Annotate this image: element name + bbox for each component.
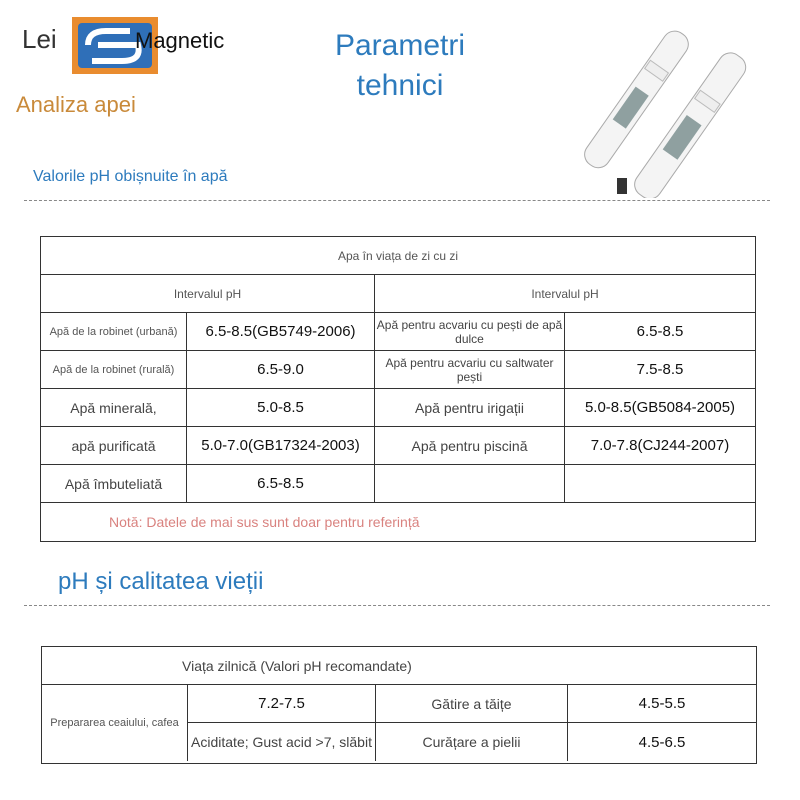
row-label: Gătire a tăițe: [376, 685, 568, 723]
row-label: Apă pentru piscină: [375, 427, 565, 465]
row-label: Apă de la robinet (urbană): [41, 313, 187, 351]
row-label: Curățare a pielii: [376, 723, 568, 761]
ph-values-table: [40, 236, 756, 542]
row-value: 5.0-8.5(GB5084-2005): [565, 389, 755, 427]
row-value: 7.0-7.8(CJ244-2007): [565, 427, 755, 465]
row-value: 5.0-8.5: [187, 389, 375, 427]
row-value: [565, 465, 755, 503]
row-value: 4.5-6.5: [638, 733, 686, 751]
row-label: [375, 465, 565, 503]
column-header: Intervalul pH: [41, 275, 375, 313]
row-label: apă purificată: [41, 427, 187, 465]
row-value: 5.0-7.0(GB17324-2003): [187, 427, 375, 465]
row-value: 6.5-8.5(GB5749-2006): [187, 313, 375, 351]
recommended-ph-table: [41, 646, 757, 764]
title-line-1: Parametri: [334, 29, 466, 62]
ph-meter-pen-icon: [565, 8, 795, 198]
section-heading-ph-values: Valorile pH obișnuite în apă: [33, 168, 228, 185]
brand-name-right: Magnetic: [135, 28, 225, 53]
row-label: Prepararea ceaiului, cafea: [42, 685, 188, 761]
row-value: 6.5-8.5: [565, 313, 755, 351]
row-value: 6.5-8.5: [187, 465, 375, 503]
row-label: Apă îmbuteliată: [41, 465, 187, 503]
divider: [24, 200, 770, 201]
row-label: Apă pentru acvariu cu saltwater pești: [375, 351, 565, 389]
section-heading-ph-life: pH și calitatea vieții: [58, 568, 264, 595]
title-line-2: tehnici: [356, 69, 444, 102]
divider: [24, 605, 770, 606]
brand-name-left: Lei: [22, 24, 57, 54]
page-subtitle: Analiza apei: [16, 92, 136, 117]
row-label: Apă pentru acvariu cu pești de apă dulce: [375, 313, 565, 351]
table-note: Notă: Datele de mai sus sunt doar pentru referință: [109, 514, 420, 530]
row-label: Apă de la robinet (rurală): [41, 351, 187, 389]
column-header: Intervalul pH: [375, 275, 755, 313]
table-caption: Viața zilnică (Valori pH recomandate): [42, 647, 756, 685]
row-value: 6.5-9.0: [187, 351, 375, 389]
row-value: Aciditate; Gust acid >7, slăbit: [188, 723, 376, 761]
row-label: Apă minerală,: [41, 389, 187, 427]
page-title: [300, 26, 500, 106]
row-value: 4.5-5.5: [568, 685, 756, 723]
row-value: 7.2-7.5: [188, 685, 376, 723]
table-caption: Apa în viața de zi cu zi: [41, 237, 755, 275]
row-value: 7.5-8.5: [565, 351, 755, 389]
row-label: Apă pentru irigații: [375, 389, 565, 427]
